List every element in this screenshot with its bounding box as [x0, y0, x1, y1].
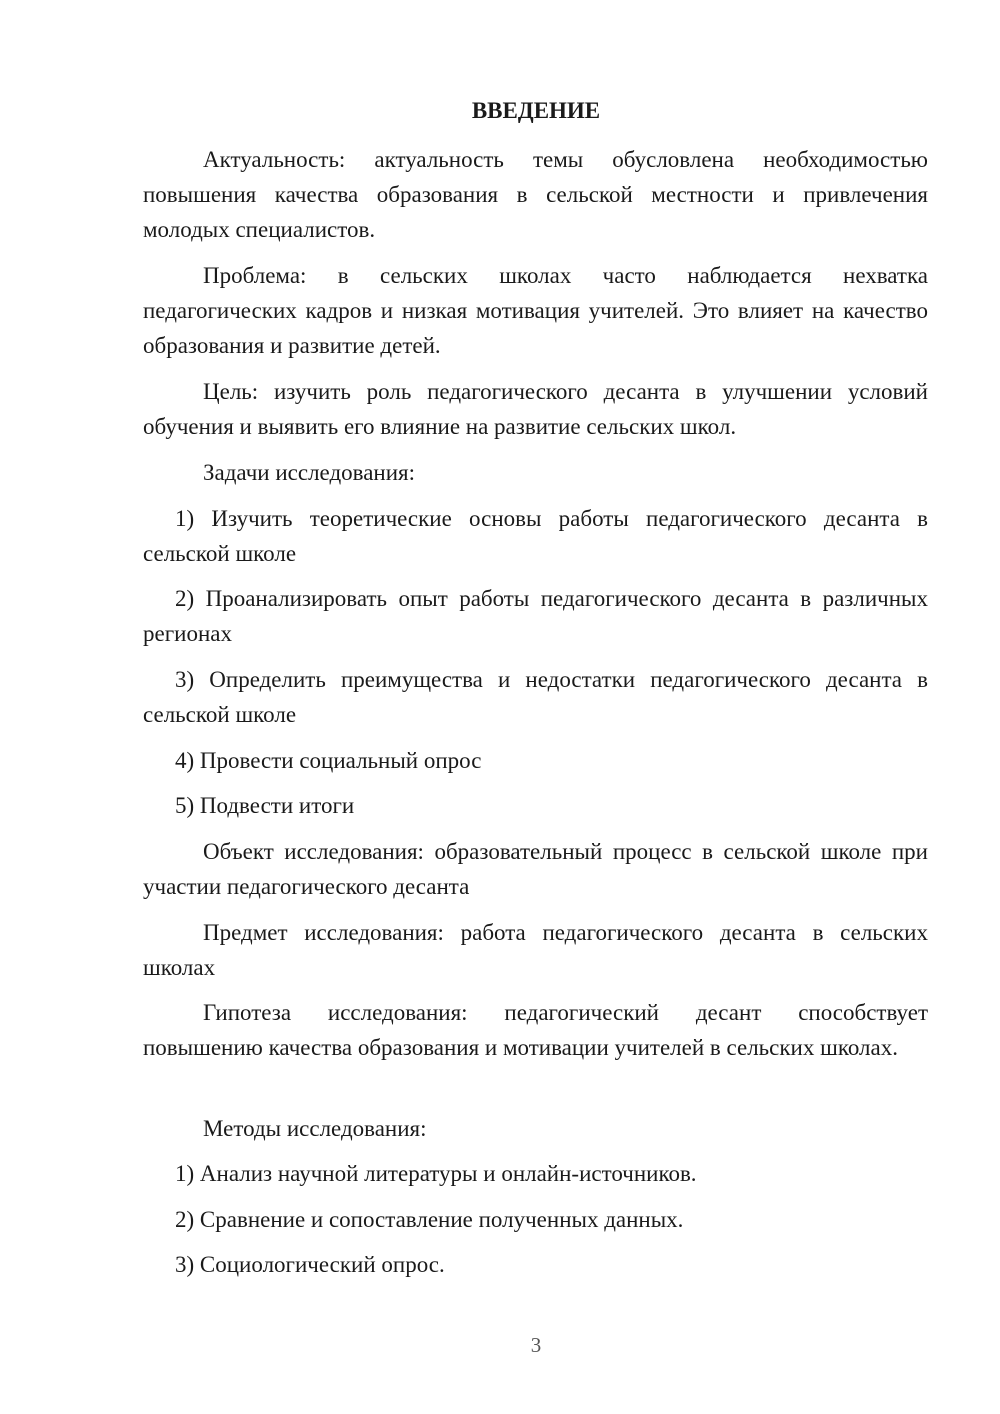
subject-block: [143, 915, 928, 985]
tasks-heading: Задачи исследования:: [203, 460, 416, 485]
hypothesis-block: [143, 995, 928, 1065]
method-3-block: [143, 1247, 928, 1282]
task-2-block: [143, 581, 928, 651]
task-item: 2) Проанализировать опыт работы педагогического десанта в различных регионах: [143, 586, 928, 646]
task-5-block: [143, 788, 928, 823]
task-item: 4) Провести социальный опрос: [175, 748, 482, 773]
goal-block: [143, 374, 928, 444]
object-block: [143, 834, 928, 904]
relevance-paragraph: Актуальность: актуальность темы обусловлена необходимостью повышения качества образования в сельской местности и привлечения молодых специалистов.: [143, 147, 928, 242]
hypothesis-paragraph: Гипотеза исследования: педагогический десант способствует повышению качества образования и мотивации учителей в сельских школах.: [143, 1000, 928, 1060]
problem-paragraph: Проблема: в сельских школах часто наблюдается нехватка педагогических кадров и низкая мотивация учителей. Это влияет на качество образования и развитие детей.: [143, 263, 928, 358]
page-number: 3: [530, 1333, 542, 1357]
subject-paragraph: Предмет исследования: работа педагогического десанта в сельских школах: [143, 920, 928, 980]
task-item: 5) Подвести итоги: [175, 793, 355, 818]
methods-heading: Методы исследования:: [203, 1116, 427, 1141]
method-item: 1) Анализ научной литературы и онлайн-источников.: [175, 1161, 697, 1186]
method-item: 3) Социологический опрос.: [175, 1252, 445, 1277]
section-title: ВВЕДЕНИЕ: [471, 98, 601, 123]
method-item: 2) Сравнение и сопоставление полученных данных.: [175, 1207, 684, 1232]
goal-paragraph: Цель: изучить роль педагогического десанта в улучшении условий обучения и выявить его влияние на развитие сельских школ.: [143, 379, 928, 439]
task-4-block: [143, 743, 928, 778]
method-2-block: [143, 1202, 928, 1237]
task-3-block: [143, 662, 928, 732]
relevance-block: [143, 142, 928, 247]
task-1-block: [143, 501, 928, 571]
problem-block: [143, 258, 928, 363]
method-1-block: [143, 1156, 928, 1191]
object-paragraph: Объект исследования: образовательный процесс в сельской школе при участии педагогического десанта: [143, 839, 928, 899]
task-item: 3) Определить преимущества и недостатки педагогического десанта в сельской школе: [143, 667, 928, 727]
tasks-heading-block: [143, 455, 928, 490]
task-item: 1) Изучить теоретические основы работы педагогического десанта в сельской школе: [143, 506, 928, 566]
methods-heading-block: [143, 1111, 928, 1146]
